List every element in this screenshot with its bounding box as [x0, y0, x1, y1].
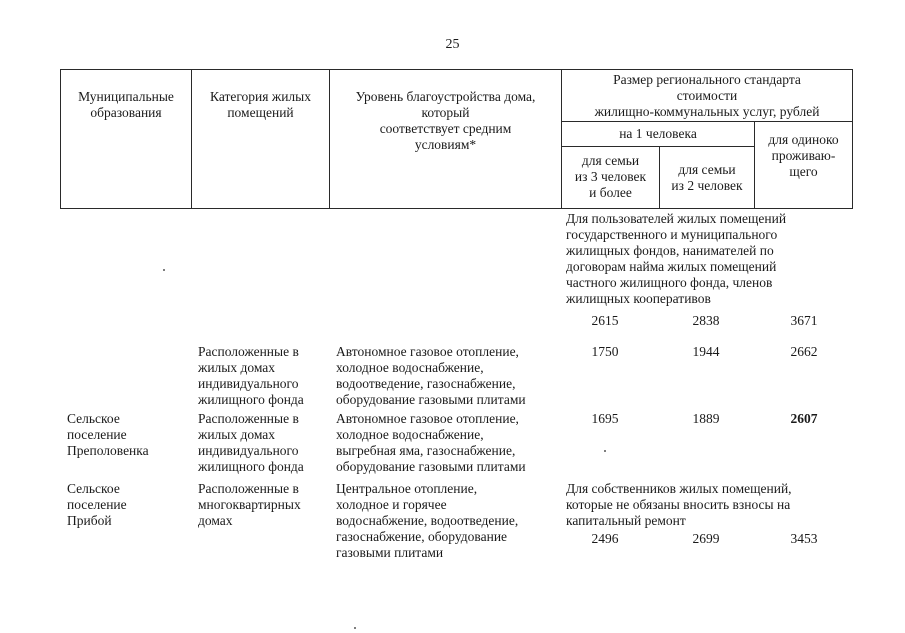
page-number: 25 — [445, 37, 460, 52]
row3-value-single: 3453 — [790, 531, 818, 546]
row3-value-family3: 2496 — [591, 531, 619, 546]
header-category: Категория жилых помещений — [210, 89, 311, 120]
row1-level: Автономное газовое отопление, холодное водоснабжение, водоотведение, газоснабжение, оборудование газовыми плитами — [336, 344, 526, 407]
owners-caption: Для собственников жилых помещений, которые не обязаны вносить взносы на капитальный ремонт — [566, 481, 792, 528]
per-person-divider — [561, 146, 754, 147]
scan-speck — [163, 269, 165, 271]
row3-level: Центральное отопление, холодное и горячее водоснабжение, водоотведение, газоснабжение, оборудование газовыми плитами — [336, 481, 519, 560]
header-top-border — [60, 69, 853, 70]
header-family2: для семьи из 2 человек — [671, 162, 743, 193]
header-standard: Размер регионального стандарта стоимости жилищно-коммунальных услуг, рублей — [594, 72, 820, 119]
row2-level: Автономное газовое отопление, холодное водоснабжение, выгребная яма, газоснабжение, оборудование газовыми плитами — [336, 411, 526, 474]
header-bottom-border — [60, 208, 853, 209]
scan-speck — [354, 627, 356, 629]
users-value-family2: 2838 — [692, 313, 720, 328]
standard-divider — [561, 121, 853, 122]
users-caption: Для пользователей жилых помещений государственного и муниципального жилищных фондов, нанимателей по договорам найма жилых помещений частного жилищного фонда, членов жилищных кооперативов — [566, 211, 787, 306]
row2-municipality: Сельское поселение Преполовенка — [67, 411, 149, 458]
header-per-person: на 1 человека — [619, 126, 697, 141]
scan-speck — [604, 450, 606, 452]
row1-category: Расположенные в жилых домах индивидуального жилищного фонда — [198, 344, 304, 407]
row3-value-family2: 2699 — [692, 531, 720, 546]
header-family3: для семьи из 3 человек и более — [574, 153, 647, 200]
header-single: для одиноко проживаю- щего — [768, 132, 839, 179]
header-municipality: Муниципальные образования — [78, 89, 174, 120]
row2-value-family3: 1695 — [591, 411, 619, 426]
row1-value-family3: 1750 — [591, 344, 619, 359]
users-value-single: 3671 — [790, 313, 818, 328]
row1-value-family2: 1944 — [692, 344, 720, 359]
row2-category: Расположенные в жилых домах индивидуального жилищного фонда — [198, 411, 304, 474]
row2-value-family2: 1889 — [692, 411, 720, 426]
right-border — [852, 69, 853, 209]
row1-value-single: 2662 — [790, 344, 818, 359]
row3-municipality: Сельское поселение Прибой — [67, 481, 127, 528]
row2-value-single: 2607 — [790, 411, 818, 426]
row3-category: Расположенные в многоквартирных домах — [198, 481, 301, 528]
users-value-family3: 2615 — [591, 313, 619, 328]
header-level: Уровень благоустройства дома, который соответствует средним условиям* — [355, 89, 536, 152]
